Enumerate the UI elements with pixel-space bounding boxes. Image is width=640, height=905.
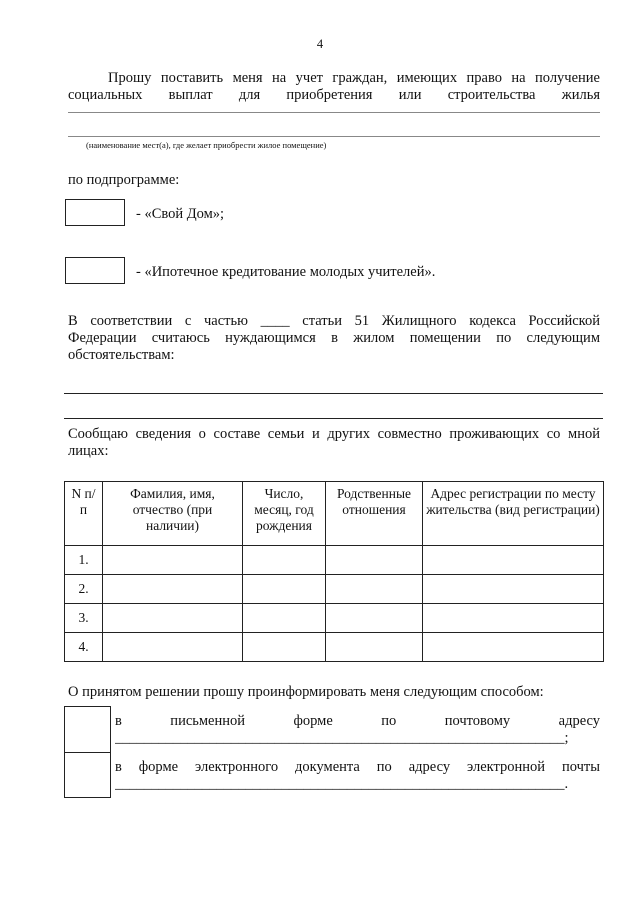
email-address-field[interactable]: ______________________________________________________________. xyxy=(115,776,569,792)
place-line-1[interactable] xyxy=(68,112,600,113)
cell-relation[interactable] xyxy=(326,546,423,575)
table-row xyxy=(65,546,604,575)
place-caption: (наименование мест(а), где желает приобрести жилое помещение) xyxy=(86,140,327,150)
row-number: 1. xyxy=(65,546,103,575)
header-fio: Фамилия, имя, отчество (при наличии) xyxy=(103,482,243,546)
request-line-1: Прошу поставить меня на учет граждан, имеющих право на получение xyxy=(108,70,600,86)
postal-address-field[interactable]: ______________________________________________________________; xyxy=(115,730,569,746)
housing-line-1: В соответствии с частью ____ статьи 51 Жилищного кодекса Российской xyxy=(68,313,600,329)
cell-birthdate[interactable] xyxy=(243,546,326,575)
cell-address[interactable] xyxy=(423,575,604,604)
cell-address[interactable] xyxy=(423,633,604,662)
place-line-2[interactable] xyxy=(68,136,600,137)
header-number: N п/п xyxy=(65,482,103,546)
notify-label: О принятом решении прошу проинформировать меня следующим способом: xyxy=(68,684,544,700)
housing-line-2: Федерации считаюсь нуждающимся в жилом помещении по следующим xyxy=(68,330,600,346)
option-ipoteka-uchitelya: - «Ипотечное кредитование молодых учителей». xyxy=(136,264,436,280)
cell-relation[interactable] xyxy=(326,575,423,604)
table-row xyxy=(65,575,604,604)
request-line-2: социальных выплат для приобретения или строительства жилья xyxy=(68,87,600,103)
row-number: 2. xyxy=(65,575,103,604)
notify-postal-line-1: в письменной форме по почтовому адресу xyxy=(115,713,600,729)
checkbox-ipoteka-uchitelya[interactable] xyxy=(65,257,125,284)
cell-fio[interactable] xyxy=(103,604,243,633)
checkbox-postal[interactable] xyxy=(65,707,110,751)
table-header-row xyxy=(65,482,604,546)
cell-address[interactable] xyxy=(423,546,604,575)
cell-fio[interactable] xyxy=(103,546,243,575)
header-address: Адрес регистрации по месту жительства (вид регистрации) xyxy=(423,482,604,546)
row-number: 3. xyxy=(65,604,103,633)
cell-birthdate[interactable] xyxy=(243,604,326,633)
housing-line-3: обстоятельствам: xyxy=(68,347,175,363)
header-birthdate: Число, месяц, год рождения xyxy=(243,482,326,546)
cell-fio[interactable] xyxy=(103,575,243,604)
notify-email-line-1: в форме электронного документа по адресу электронной почты xyxy=(115,759,600,775)
option-svoy-dom: - «Свой Дом»; xyxy=(136,206,225,222)
cell-address[interactable] xyxy=(423,604,604,633)
page-number: 4 xyxy=(316,37,324,51)
header-relation: Родственные отношения xyxy=(326,482,423,546)
family-line-1: Сообщаю сведения о составе семьи и других совместно проживающих со мной xyxy=(68,426,600,442)
cell-birthdate[interactable] xyxy=(243,575,326,604)
cell-relation[interactable] xyxy=(326,633,423,662)
circumstances-line-1[interactable] xyxy=(64,393,603,394)
family-line-2: лицах: xyxy=(68,443,109,459)
row-number: 4. xyxy=(65,633,103,662)
table-row xyxy=(65,604,604,633)
checkbox-email[interactable] xyxy=(65,753,110,797)
table-row xyxy=(65,633,604,662)
checkbox-svoy-dom[interactable] xyxy=(65,199,125,226)
family-table xyxy=(64,481,604,662)
circumstances-line-2[interactable] xyxy=(64,418,603,419)
cell-relation[interactable] xyxy=(326,604,423,633)
subprogram-label: по подпрограмме: xyxy=(68,172,180,188)
cell-fio[interactable] xyxy=(103,633,243,662)
cell-birthdate[interactable] xyxy=(243,633,326,662)
